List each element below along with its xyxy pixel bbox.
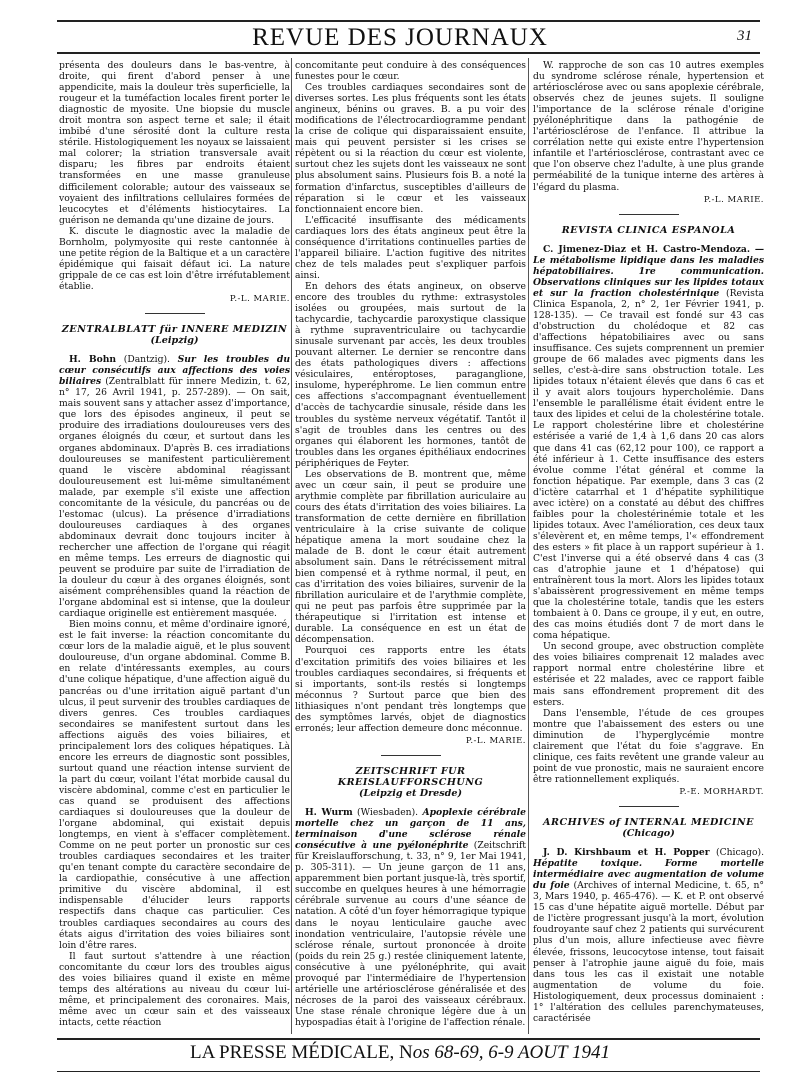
section-city: (Leipzig)	[150, 335, 199, 347]
paragraph: Pourquoi ces rapports entre les états d'excitation primitifs des voies biliaires et les troubles cardiaques secondaires, si fréquents et si importants, sont-ils restés si longtemps méconnus ? Surtout parce que bien des lithiasiques n'ont pendant très longtemps que des symptômes larvés, objet de diagnostics erronés; leur affection demeure donc méconnue.	[295, 645, 526, 734]
article-body: (Zentralblatt für innere Medizin, t. 62, n° 17, 26 Avril 1941, p. 257-289). — On sait, mais souvent sans y attacher assez d'importance, que lors des épisodes angineux, il peut se produire des irradiations douloureuses vers des organes éloignés du cœur, et surtout dans les organes abdominaux. D'après B. ces irradiations douloureuses se manifestent particulièrement quand le viscère abdominal réagissant douloureusement est lui-même simultanément malade, par exemple s'il existe une affection concomitante de la vésicule, du pancréas ou de l'estomac (ulcus). La présence d'irradiations douloureuses cardiaques à des organes abdominaux devrait donc toujours inciter à rechercher une affection de l'organe qui réagit en même temps. Les erreurs de diagnostic qui peuvent se produire par suite de l'irradiation de la douleur du cœur à des organes éloignés, sont aisément compréhensibles quand la réaction de l'organe abdominal est si intense, que la douleur cardiaque originelle est entièrement masquée.	[59, 376, 290, 620]
signature: P.-L. MARIE.	[229, 293, 290, 304]
section-separator	[381, 755, 441, 756]
page-number: 31	[737, 28, 752, 44]
signature: P.-E. MORHARDT.	[679, 786, 764, 797]
section-separator	[619, 214, 679, 215]
paragraph: K. discute le diagnostic avec la maladie de Bornholm, polymyosite qui reste cantonnée à une petite région de la Baltique et a un caractère épidémique qui faisait défaut ici. La nature grippale de ce cas est loin d'être irréfutablement établie.	[59, 225, 290, 292]
footer-citation	[0, 1042, 800, 1064]
column-divider-1	[291, 58, 292, 1034]
article-body: (Zeitschrift für Kreislaufforschung, t. 33, n° 9, 1er Mai 1941, p. 305-311). — Un jeune garçon de 11 ans, apparemment bien portant jusque-là, très sportif, succombe en quelques heures à une hémorragie cérébrale survenue au cours d'une séance de natation. A côté d'un foyer hémorragique typique dans le noyau lenticulaire gauche avec inondation ventriculaire, l'autopsie révèle une sclérose rénale, surtout prononcée à droite (poids du rein 25 g.) restée cliniquement latente, consécutive à une pyélonéphrite, qui avait provoqué par l'intermédiaire de l'hypertension artérielle une artériosclérose généralisée et des nécroses de la paroi des vaisseaux cérébraux. Une stase rénale chronique légère due à un hypospadias était à l'origine de l'affection rénale.	[295, 840, 526, 1028]
column-2	[295, 60, 526, 1035]
article-title: Hépatite toxique. Forme mortelle intermédiaire avec augmentation de volume du foie	[533, 858, 764, 892]
column-divider-2	[528, 58, 529, 1034]
article-entry	[533, 847, 764, 1024]
section-title: ZEITSCHRIFT FUR KREISLAUFFORSCHUNG	[337, 765, 484, 788]
journal-header-title: REVUE DES JOURNAUX	[252, 24, 548, 51]
section-separator	[619, 806, 679, 807]
footer-bottom-rule	[57, 1071, 760, 1072]
article-title: Apoplexie cérébrale mortelle chez un garçon de 11 ans, terminaison d'une sclérose rénale consécutive à une pyélonéphrite	[295, 807, 526, 852]
paragraph: W. rapproche de son cas 10 autres exemples du syndrome sclérose rénale, hypertension et artériosclérose avec ou sans apoplexie cérébrale, observés chez de jeunes sujets. Il souligne l'importance de la sclérose rénale d'origine pyélonéphritique dans la pathogénie de l'artériosclérose de l'enfance. Il attribue la corrélation nette qui existe entre l'hypertension infantile et l'artériosclérose, contrastant avec ce que l'on observe chez l'adulte, à une plus grande perméabilité de la tunique interne des artères à l'égard du plasma.	[533, 60, 764, 193]
paragraph: concomitante peut conduire à des conséquences funestes pour le cœur.	[295, 60, 526, 83]
paragraph: L'efficacité insuffisante des médicaments cardiaques lors des états angineux peut être la conséquence d'irritations continuelles parties de l'appareil biliaire. L'action fugitive des nitrites chez de tels malades peut s'expliquer parfois ainsi.	[295, 214, 526, 281]
footer-top-rule	[57, 1038, 760, 1040]
footer-issue: os 68-69, 6-9 AOUT 1941	[412, 1042, 610, 1063]
article-author: J. D. Kirshbaum et H. Popper	[543, 847, 710, 859]
paragraph: Il faut surtout s'attendre à une réaction concomitante du cœur lors des troubles aigus des voies biliaires quand il existe en même temps des altérations au niveau du cœur lui-même, et principalement des coronaires. Mais, même avec un cœur sain et des vaisseaux intacts, cette réaction	[59, 950, 290, 1028]
article-title: Sur les troubles du cœur consécutifs aux affections des voies biliaires	[59, 354, 290, 388]
paragraph: En dehors des états angineux, on observe encore des troubles du rythme: extrasystoles isolées ou groupées, mais surtout de la tachycardie, tachycardie paroxystique classique à rythme supraventriculaire ou tachycardie sinusale survenant par accès, les deux troubles pouvant alterner. Le dernier se rencontre dans des états pathologiques divers : affections vésiculaires, entéroptoses, paraganglione, insulome, hyperéphrome. Le lien commun entre ces affections s'accompagnant éventuellement d'accès de tachycardie sinusale, réside dans les troubles du système nerveux végétatif. Tantôt il s'agit de troubles dans les centres ou des organes qui élaborent les hormones, tantôt de troubles dans les organes épithéliaux endocrines périphériques de Feyter.	[295, 280, 526, 469]
paragraph: Un second groupe, avec obstruction complète des voies biliaires comprenait 12 malades avec rapport normal entre cholestérine libre et estérisée et 22 malades, avec ce rapport faible mais sans effondrement proprement dit des esters.	[533, 641, 764, 708]
column-3	[533, 60, 764, 1035]
article-place: (Dantzig).	[123, 354, 170, 366]
paragraph: Ces troubles cardiaques secondaires sont de diverses sortes. Les plus fréquents sont les états angineux, bénins ou graves. B. a pu voir des modifications de l'électrocardiogramme pendant la crise de colique qui disparaissaient ensuite, mais qui peuvent persister si les crises se répètent ou si la réaction du cœur est violente, surtout chez les sujets dont les vaisseaux ne sont plus absolument sains. Plusieurs fois B. a noté la formation d'infarctus, susceptibles d'ailleurs de réparation si le cœur et les vaisseaux fonctionnaient encore bien.	[295, 82, 526, 215]
article-entry	[295, 807, 526, 1028]
paragraph: Dans l'ensemble, l'étude de ces groupes montre que l'abaissement des esters ou une diminution de l'hyperglycémie montre clairement que l'état du foie s'aggrave. En clinique, ces faits revêtent une grande valeur au point de vue pronostic, mais ne sauraient encore être rationnellement expliqués.	[533, 707, 764, 785]
header-top-rule	[57, 20, 760, 22]
section-title: ARCHIVES of INTERNAL MEDICINE	[543, 817, 754, 828]
section-city: (Chicago)	[622, 828, 675, 840]
article-body: (Archives of internal Medicine, t. 65, n° 3, Mars 1940, p. 465-476). — K. et P. ont observé 15 cas d'une hépatite aiguë mortelle. Début par de l'ictère progressant jusqu'à la mort, évolution foudroyante sauf chez 2 patients qui survécurent plus d'un mois, allure infectieuse avec fièvre élevée, frissons, leucocytose intense, tout faisait penser à l'atrophie jaune aiguë du foie, mais dans tous les cas il existait une notable augmentation de volume du foie. Histologiquement, deux processus dominaient : 1° l'altération des cellules parenchymateuses, caractérisée	[533, 880, 764, 1024]
article-entry	[59, 354, 290, 619]
article-place: (Chicago).	[715, 847, 764, 859]
signature: P.-L. MARIE.	[703, 194, 764, 205]
article-author: H. Wurm	[305, 807, 353, 819]
article-body: (Revista Clinica Espanola, 2, n° 2, 1er Février 1941, p. 128-135). — Ce travail est fondé sur 43 cas d'obstruction du cholédoque et 82 cas d'affections hépatobiliaires avec ou sans insuffisance. Ces sujets comprennent un premier groupe de 66 malades avec pigments dans les selles, c'est-à-dire sans obstruction totale. Les lipides totaux n'étaient élevés que dans 6 cas et il y avait alors toujours hypercholémie. Dans l'ensemble le parallélisme était évident entre le taux des lipides et celui de la cholestérine totale. Le rapport cholestérine libre et cholestérine estérisée a varié de 1,4 à 1,6 dans 20 cas alors que dans 41 cas (62,12 pour 100), ce rapport a été inférieur à 1. Cette insuffisance des esters évolue comme l'état général et comme la fonction hépatique. Par exemple, dans 3 cas (2 d'ictère catarrhal et 1 d'hépatite syphilitique avec ictère) on a constaté au début des chiffres faibles pour la cholestérinémie totale et les lipides totaux. Avec l'amélioration, ces deux taux s'élevèrent et, en même temps, l'« effondrement des esters » fit place à un rapport supérieur à 1. C'est l'inverse qui a été observé dans 4 cas (3 cas d'atrophie jaune et 1 d'hépatose) qui entraînèrent tous la mort. Alors les lipides totaux s'abaissèrent progressivement en même temps que la cholestérine totale, tandis que les esters tombaient à 0. Dans ce groupe, il y eut, en outre, des cas moins étudiés dont 7 de mort dans le coma hépatique.	[533, 287, 764, 642]
column-1	[59, 60, 290, 1035]
header-bottom-rule	[57, 52, 760, 54]
section-city: (Leipzig et Dresde)	[359, 788, 462, 799]
signature: P.-L. MARIE.	[465, 735, 526, 746]
article-place: (Wiesbaden).	[357, 807, 419, 819]
paragraph: Les observations de B. montrent que, même avec un cœur sain, il peut se produire une arythmie complète par fibrillation auriculaire au cours des états d'irritation des voies biliaires. La transformation de cette dernière en fibrillation ventriculaire à la crise suivante de colique hépatique amena la mort soudaine chez la malade de B. dont le cœur était autrement absolument sain. Dans le rétrécissement mitral bien compensé et à rythme normal, il peut, en cas d'irritation des voies biliaires, survenir de la fibrillation auriculaire et de l'arythmie complète, qui ne peut pas parfois être supprimée par la thérapeutique si l'irritation est intense et durable. La conséquence en est un état de décompensation.	[295, 468, 526, 646]
article-title: — Le métabolisme lipidique dans les maladies hépatobiliaires. 1re communication. Observations cliniques sur les lipides totaux et sur la fraction cholestérinique	[533, 243, 764, 299]
footer-journal: LA PRESSE MÉDICALE, N	[190, 1042, 413, 1063]
paragraph: présenta des douleurs dans le bas-ventre, à droite, qui firent d'abord penser à une appendicite, mais la douleur très superficielle, la rougeur et la tuméfaction locales firent porter le diagnostic de myosite. Une biopsie du muscle droit montra son aspect terne et sale; il était imbibé d'une sérosité dont la culture resta stérile. Histologiquement les noyaux se laissaient mal colorer; la striation transversale avait disparu; les fibres par endroits étaient transformées en une masse granuleuse difficilement colorable; autour des vaisseaux se voyaient des infiltrations cellulaires formées de leucocytes et d'éléments histiocytaires. La guérison ne demanda qu'une dizaine de jours.	[59, 60, 290, 226]
article-entry	[533, 244, 764, 642]
section-separator	[145, 313, 205, 314]
article-author: H. Bohn	[69, 354, 117, 366]
section-title: ZENTRALBLATT für INNERE MEDIZIN	[61, 324, 288, 336]
paragraph: Bien moins connu, et même d'ordinaire ignoré, est le fait inverse: la réaction concomitante du cœur lors de la maladie aiguë, et le plus souvent douloureuse, d'un organe abdominal. Comme B. en relate d'intéressants exemples, au cours d'une colique hépatique, d'une affection aiguë du pancréas ou d'une irritation aiguë partant d'un ulcus, il peut survenir des troubles cardiaques de divers genres. Ces troubles cardiaques secondaires se manifestent surtout dans les affections aiguës des voies biliaires, et principalement lors des coliques hépatiques. Là encore les erreurs de diagnostic sont possibles, surtout quand une réaction intense survient de la part du cœur, voilant l'état morbide causal du viscère abdominal, comme c'est en particulier le cas quand se produisent des affections cardiaques si douloureuses que la douleur de l'organe abdominal, qui existait depuis longtemps, en vient à s'effacer complètement. Comme on ne peut porter un pronostic sur ces troubles cardiaques secondaires et les traiter qu'en tenant compte du caractère secondaire de la cardiopathie, consécutive à une affection primitive du viscère abdominal, il est indispensable d'élucider leurs rapports respectifs dans chaque cas particulier. Ces troubles cardiaques secondaires au cours des états aigus d'irritation des voies biliaires sont loin d'être rares.	[59, 619, 290, 951]
article-author: C. Jimenez-Diaz et H. Castro-Mendoza.	[543, 243, 751, 255]
section-title: REVISTA CLINICA ESPANOLA	[561, 224, 736, 236]
